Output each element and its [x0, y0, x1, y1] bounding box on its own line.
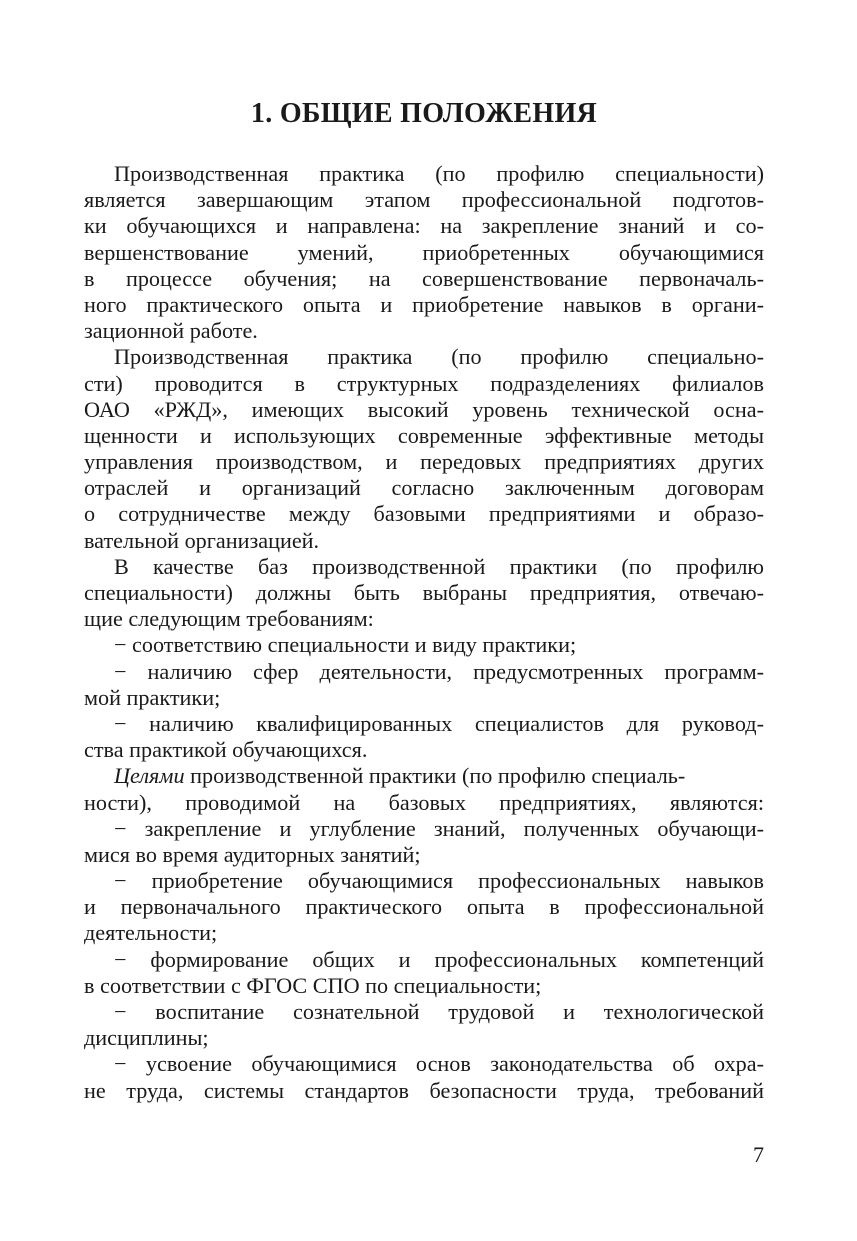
text-line: и первоначального практического опыта в профессиональной [84, 894, 764, 920]
text-line: щие следующим требованиям: [84, 606, 374, 632]
text-line: вательной организацией. [84, 527, 320, 553]
list-item: − наличию квалифицированных специалистов для руковод- [114, 710, 764, 736]
text-line: зационной работе. [84, 318, 258, 344]
list-item: − закрепление и углубление знаний, полученных обучающи- [114, 815, 764, 841]
page-number: 7 [753, 1142, 764, 1167]
text-line: отраслей и организаций согласно заключенным договорам [84, 475, 764, 501]
text-line: вершенствование умений, приобретенных обучающимися [84, 239, 764, 265]
text-line-rest: производственной практики (по профилю специаль- [184, 763, 686, 789]
text-line: мися во время аудиторных занятий; [84, 841, 421, 867]
text-line: Производственная практика (по профилю специальности) [114, 161, 764, 186]
section-title: 1. ОБЩИЕ ПОЛОЖЕНИЯ [250, 98, 598, 129]
text-line: ОАО «РЖД», имеющих высокий уровень технической осна- [84, 396, 764, 422]
text-line: Производственная практика (по профилю специально- [114, 344, 764, 370]
text-line: щенности и использующих современные эффективные методы [84, 422, 764, 448]
text-line: в соответствии с ФГОС СПО по специальности; [84, 972, 542, 998]
emphasis-word: Целями [114, 763, 185, 789]
text-line: мой практики; [84, 684, 221, 710]
list-item: − приобретение обучающимися профессиональных навыков [114, 868, 764, 894]
text-line: специальности) должны быть выбраны предприятия, отвечаю- [84, 580, 764, 605]
list-item: − формирование общих и профессиональных компетенций [114, 946, 764, 972]
body-text [84, 161, 764, 1104]
list-item: − соответствию специальности и виду практики; [114, 632, 577, 658]
text-line: ного практического опыта и приобретение навыков в органи- [84, 291, 764, 317]
text-line: ства практикой обучающихся. [84, 737, 368, 763]
text-line: в процессе обучения; на совершенствование первоначаль- [84, 265, 764, 291]
list-item: − воспитание сознательной трудовой и технологической [114, 999, 764, 1024]
list-item: − наличию сфер деятельности, предусмотренных программ- [114, 658, 764, 684]
text-line: является завершающим этапом профессиональной подготов- [84, 187, 764, 213]
text-line: не труда, системы стандартов безопасности труда, требований [84, 1077, 764, 1103]
text-line: ки обучающихся и направлена: на закрепление знаний и со- [84, 213, 764, 239]
list-item: − усвоение обучающимися основ законодательства об охра- [114, 1051, 764, 1077]
text-line: дисциплины; [84, 1025, 209, 1051]
text-line: управления производством, и передовых предприятиях других [84, 449, 764, 475]
text-line: ности), проводимой на базовых предприятиях, являются: [84, 789, 764, 815]
text-line: В качестве баз производственной практики (по профилю [114, 553, 764, 579]
text-line [84, 763, 764, 789]
text-line: сти) проводится в структурных подразделениях филиалов [84, 370, 764, 396]
text-line: деятельности; [84, 920, 218, 946]
text-line: о сотрудничестве между базовыми предприятиями и образо- [84, 501, 764, 527]
